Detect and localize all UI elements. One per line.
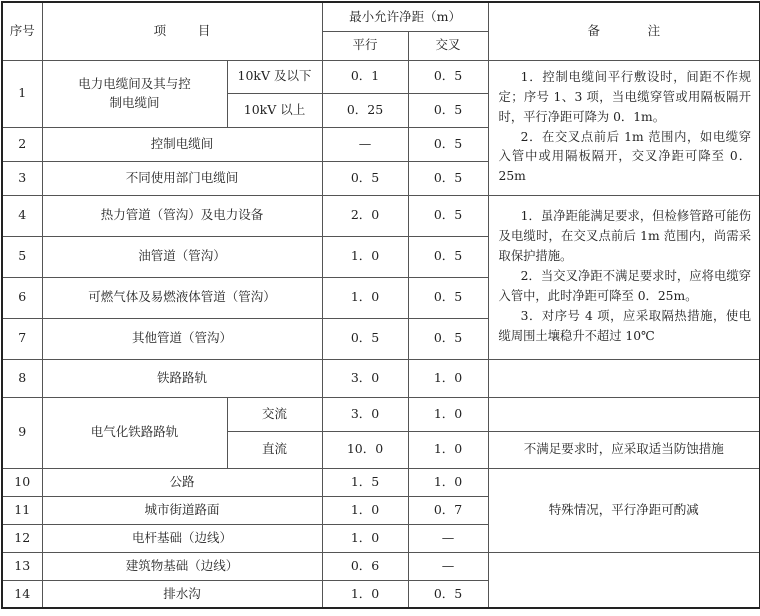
note-4: 特殊情况，平行净距可酌减 <box>488 468 760 552</box>
row-11-cross: 0．7 <box>408 496 488 524</box>
remarks-rows-13-14 <box>488 552 760 608</box>
row-10-item: 公路 <box>42 468 322 496</box>
row-12-item: 电杆基础（边线） <box>42 524 322 552</box>
row-12-parallel: 1．0 <box>322 524 408 552</box>
row-5-cross: 0．5 <box>408 236 488 277</box>
row-8-cross: 1．0 <box>408 359 488 397</box>
row-6-no: 6 <box>2 277 42 318</box>
header-parallel: 平行 <box>322 31 408 60</box>
row-12-no: 12 <box>2 524 42 552</box>
row-10-parallel: 1．5 <box>322 468 408 496</box>
row-3-parallel: 0．5 <box>322 161 408 195</box>
row-5-no: 5 <box>2 236 42 277</box>
row-7-parallel: 0．5 <box>322 318 408 359</box>
header-cross: 交叉 <box>408 31 488 60</box>
row-13-cross: — <box>408 552 488 580</box>
note-1-1: 1．控制电缆间平行敷设时，间距不作规定；序号 1、3 项，当电缆穿管或用隔板隔开时，平行净距可降为 0．1m。 <box>498 69 752 124</box>
note-2-1: 1．虽净距能满足要求，但检修管路可能伤及电缆时，在交叉点前后 1m 范围内，尚需采取保护措施。 <box>498 209 752 264</box>
row-1-parallel-a: 0．1 <box>322 60 408 93</box>
row-10-no: 10 <box>2 468 42 496</box>
row-4-no: 4 <box>2 195 42 236</box>
row-14-parallel: 1．0 <box>322 580 408 608</box>
row-14-cross: 0．5 <box>408 580 488 608</box>
row-7-no: 7 <box>2 318 42 359</box>
row-9-sub-b: 直流 <box>227 431 322 468</box>
row-1-no: 1 <box>2 60 42 127</box>
row-8-no: 8 <box>2 359 42 397</box>
row-3-item: 不同使用部门电缆间 <box>42 161 322 195</box>
clearance-table <box>1 1 760 609</box>
row-8-parallel: 3．0 <box>322 359 408 397</box>
row-1-sub-b: 10kV 以上 <box>227 93 322 127</box>
note-2-3: 3．对序号 4 项，应采取隔热措施，使电缆周围土壤稳升不超过 10℃ <box>498 308 752 343</box>
row-12-cross: — <box>408 524 488 552</box>
row-11-no: 11 <box>2 496 42 524</box>
row-3-no: 3 <box>2 161 42 195</box>
row-14-no: 14 <box>2 580 42 608</box>
remarks-row-9a <box>488 397 760 431</box>
row-1-parallel-b: 0．25 <box>322 93 408 127</box>
row-9-no: 9 <box>2 397 42 468</box>
row-13-parallel: 0．6 <box>322 552 408 580</box>
row-9-sub-a: 交流 <box>227 397 322 431</box>
row-9-cross-b: 1．0 <box>408 431 488 468</box>
row-9-parallel-b: 10．0 <box>322 431 408 468</box>
row-2-parallel: — <box>322 127 408 161</box>
row-5-item: 油管道（管沟） <box>42 236 322 277</box>
row-6-item: 可燃气体及易燃液体管道（管沟） <box>42 277 322 318</box>
note-2-2: 2．当交叉净距不满足要求时，应将电缆穿入管中，此时净距可降至 0．25m。 <box>498 269 752 303</box>
note-3: 不满足要求时，应采取适当防蚀措施 <box>488 431 760 468</box>
header-no: 序号 <box>2 2 42 60</box>
note-1-2: 2．在交叉点前后 1m 范围内，如电缆穿入管中或用隔板隔开，交叉净距可降至 0．25m <box>498 129 752 184</box>
row-1-cross-b: 0．5 <box>408 93 488 127</box>
row-2-cross: 0．5 <box>408 127 488 161</box>
row-14-item: 排水沟 <box>42 580 322 608</box>
remarks-group-2 <box>488 195 760 359</box>
row-4-parallel: 2．0 <box>322 195 408 236</box>
row-6-parallel: 1．0 <box>322 277 408 318</box>
header-remarks: 备 注 <box>488 2 760 60</box>
remarks-group-1 <box>488 60 760 195</box>
header-min-distance: 最小允许净距（m） <box>322 2 488 31</box>
row-7-item: 其他管道（管沟） <box>42 318 322 359</box>
row-9-cross-a: 1．0 <box>408 397 488 431</box>
row-8-item: 铁路路轨 <box>42 359 322 397</box>
row-7-cross: 0．5 <box>408 318 488 359</box>
remarks-row-8 <box>488 359 760 397</box>
row-5-parallel: 1．0 <box>322 236 408 277</box>
row-11-parallel: 1．0 <box>322 496 408 524</box>
row-13-no: 13 <box>2 552 42 580</box>
row-13-item: 建筑物基础（边线） <box>42 552 322 580</box>
row-4-item: 热力管道（管沟）及电力设备 <box>42 195 322 236</box>
row-4-cross: 0．5 <box>408 195 488 236</box>
row-1-cross-a: 0．5 <box>408 60 488 93</box>
header-item: 项 目 <box>42 2 322 60</box>
row-10-cross: 1．0 <box>408 468 488 496</box>
row-1-item: 电力电缆间及其与控制电缆间 <box>42 60 227 127</box>
row-6-cross: 0．5 <box>408 277 488 318</box>
row-3-cross: 0．5 <box>408 161 488 195</box>
row-2-item: 控制电缆间 <box>42 127 322 161</box>
row-9-parallel-a: 3．0 <box>322 397 408 431</box>
row-9-item: 电气化铁路路轨 <box>42 397 227 468</box>
row-2-no: 2 <box>2 127 42 161</box>
row-1-sub-a: 10kV 及以下 <box>227 60 322 93</box>
row-11-item: 城市街道路面 <box>42 496 322 524</box>
